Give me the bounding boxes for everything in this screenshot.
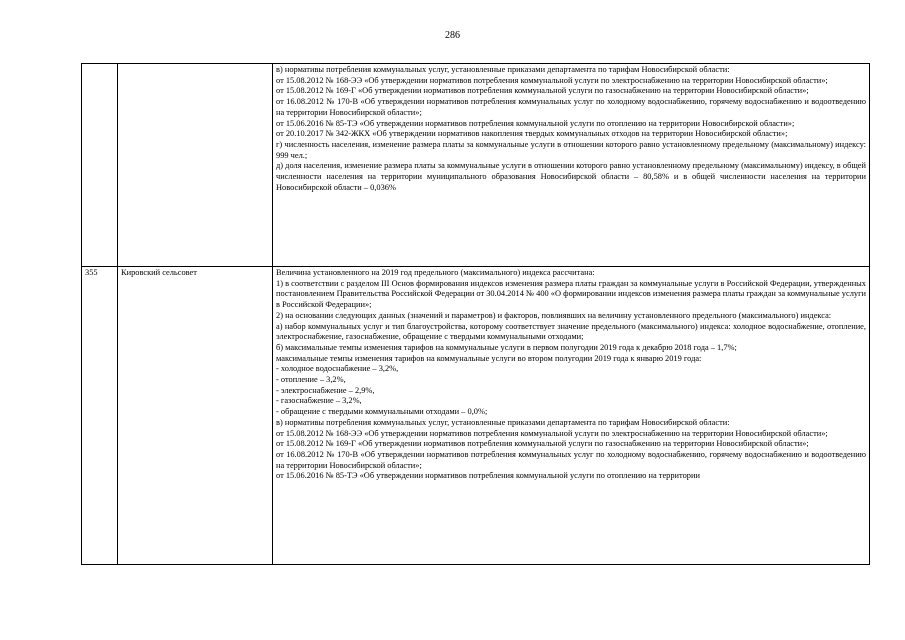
paragraph: от 15.08.2012 № 168-ЭЭ «Об утверждении нормативов потребления коммунальной услуги по электроснабжению на территории Новосибирской области»; bbox=[276, 75, 828, 85]
description-cell bbox=[273, 267, 870, 565]
paragraph: б) максимальные темпы изменения тарифов на коммунальные услуги в первом полугодии 2019 года к декабрю 2018 года – 1,7%; bbox=[276, 342, 737, 352]
paragraph: - отопление – 3,2%, bbox=[276, 375, 346, 385]
row-number-cell bbox=[82, 64, 118, 267]
paragraph: от 16.08.2012 № 170-В «Об утверждении нормативов потребления коммунальных услуг по холодному водоснабжению, горячему водоснабжению и водоотведению на территории Новосибирской области»; bbox=[276, 449, 866, 470]
table-row bbox=[82, 64, 870, 267]
paragraph: - обращение с твердыми коммунальными отходами – 0,0%; bbox=[276, 407, 488, 417]
paragraph: от 20.10.2017 № 342-ЖКХ «Об утверждении нормативов накопления твердых коммунальных отходов на территории Новосибирской области»; bbox=[276, 129, 788, 139]
paragraph: от 15.08.2012 № 169-Г «Об утверждении нормативов потребления коммунальной услуги по газоснабжению на территории Новосибирской области»; bbox=[276, 86, 809, 96]
municipality-name-cell: Кировский сельсовет bbox=[118, 267, 273, 565]
page-number: 286 bbox=[445, 30, 460, 41]
paragraph: от 16.08.2012 № 170-В «Об утверждении нормативов потребления коммунальных услуг по холодному водоснабжению, горячему водоснабжению и водоотведению на территории Новосибирской области»; bbox=[276, 97, 866, 117]
document-table bbox=[81, 63, 870, 565]
paragraph: в) нормативы потребления коммунальных услуг, установленные приказами департамента по тарифам Новосибирской области: bbox=[276, 417, 730, 427]
paragraph: 1) в соответствии с разделом III Основ формирования индексов изменения размера платы граждан за коммунальные услуги в Российской Федерации, утвержденных постановлением Правительства Российской Федерации от 30.04.2014 № 400 «О формировании индексов изменения размера платы граждан за коммунальные услуги в Российской Федерации»; bbox=[276, 278, 866, 310]
table-row bbox=[82, 267, 870, 565]
paragraph: от 15.08.2012 № 169-Г «Об утверждении нормативов потребления коммунальной услуги по газоснабжению на территории Новосибирской области»; bbox=[276, 439, 809, 449]
description-cell bbox=[273, 64, 870, 267]
paragraph: а) набор коммунальных услуг и тип благоустройства, которому соответствует значение предельного (максимального) индекса: холодное водоснабжение, отопление, электроснабжение, газоснабжение, обращение с твердыми коммунальными отходами; bbox=[276, 321, 866, 342]
paragraph: максимальные темпы изменения тарифов на коммунальные услуги во втором полугодии 2019 года к январю 2019 года: bbox=[276, 353, 702, 363]
municipality-name-cell bbox=[118, 64, 273, 267]
paragraph: 2) на основании следующих данных (значений и параметров) и факторов, повлиявших на величину установленного предельного (максимального) индекса: bbox=[276, 310, 832, 320]
paragraph: д) доля населения, изменение размера платы за коммунальные услуги в отношении которого равно установленному предельному (максимальному) индексу, в общей численности населения на территории муниципального образования Новосибирской области – 80,58% и в общей численности населения на территории Новосибирской области – 0,036% bbox=[276, 161, 866, 192]
paragraph: от 15.06.2016 № 85-ТЭ «Об утверждении нормативов потребления коммунальной услуги по отоплению на территории Новосибирской области»; bbox=[276, 118, 795, 128]
paragraph: - электроснабжение – 2,9%, bbox=[276, 385, 375, 395]
paragraph: - газоснабжение – 3,2%, bbox=[276, 396, 362, 406]
paragraph: от 15.08.2012 № 168-ЭЭ «Об утверждении нормативов потребления коммунальной услуги по электроснабжению на территории Новосибирской области»; bbox=[276, 428, 828, 438]
paragraph: Величина установленного на 2019 год предельного (максимального) индекса рассчитана: bbox=[276, 268, 595, 277]
paragraph: - холодное водоснабжение – 3,2%, bbox=[276, 364, 399, 374]
row-number-cell: 355 bbox=[82, 267, 118, 565]
paragraph: г) численность населения, изменение размера платы за коммунальные услуги в отношении которого равно установленному предельному (максимальному) индексу: 999 чел.; bbox=[276, 139, 866, 160]
paragraph: в) нормативы потребления коммунальных услуг, установленные приказами департамента по тарифам Новосибирской области: bbox=[276, 65, 730, 74]
paragraph: от 15.06.2016 № 85-ТЭ «Об утверждении нормативов потребления коммунальной услуги по отоплению на территории bbox=[276, 471, 700, 481]
